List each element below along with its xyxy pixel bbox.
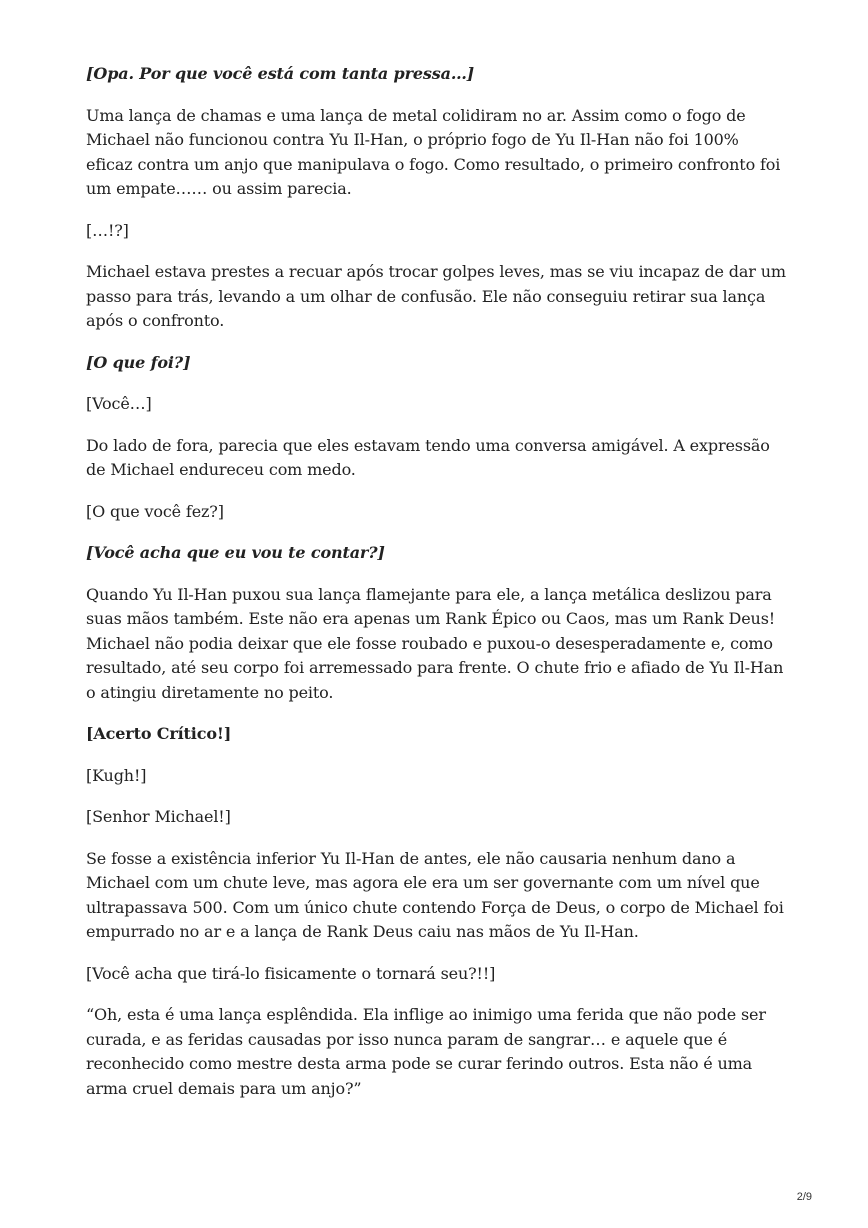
paragraph: “Oh, esta é uma lança esplêndida. Ela inflige ao inimigo uma ferida que não pode ser curada, e as feridas causadas por isso nunca param de sangrar… e aquele que é reconhecido como mestre desta arma pode se curar ferindo outros. Esta não é uma arma cruel demais para um anjo?” xyxy=(86,1005,766,1098)
document-body xyxy=(86,62,786,1118)
paragraph: Quando Yu Il-Han puxou sua lança flamejante para ele, a lança metálica deslizou para suas mãos também. Este não era apenas um Rank Épico ou Caos, mas um Rank Deus! Michael não podia deixar que ele fosse roubado e puxou-o desesperadamente e, como resultado, até seu corpo foi arremessado para frente. O chute frio e afiado de Yu Il-Han o atingiu diretamente no peito. xyxy=(86,584,784,702)
paragraph: [Você acha que tirá-lo fisicamente o tornará seu?!!] xyxy=(86,963,496,983)
paragraph: [Senhor Michael!] xyxy=(86,807,231,826)
paragraph: Michael estava prestes a recuar após trocar golpes leves, mas se viu incapaz de dar um passo para trás, levando a um olhar de confusão. Ele não conseguiu retirar sua lança após o confronto. xyxy=(86,262,786,330)
paragraph: [Você…] xyxy=(86,394,152,413)
heading-acerto-critico: [Acerto Crítico!] xyxy=(86,724,232,743)
heading-o-que-foi: [O que foi?] xyxy=(86,352,191,372)
paragraph: [Kugh!] xyxy=(86,765,147,785)
page-number: 2/9 xyxy=(796,1191,812,1203)
heading-voce-acha: [Você acha que eu vou te contar?] xyxy=(86,543,385,562)
paragraph: Uma lança de chamas e uma lança de metal colidiram no ar. Assim como o fogo de Michael não funcionou contra Yu Il-Han, o próprio fogo de Yu Il-Han não foi 100% eficaz contra um anjo que manipulava o fogo. Como resultado, o primeiro confronto foi um empate…… ou assim parecia. xyxy=(86,105,781,198)
paragraph: Do lado de fora, parecia que eles estavam tendo uma conversa amigável. A expressão de Michael endureceu com medo. xyxy=(86,435,770,479)
paragraph: […!?] xyxy=(86,220,129,240)
heading-opa: [Opa. Por que você está com tanta pressa…] xyxy=(86,64,475,83)
paragraph: Se fosse a existência inferior Yu Il-Han de antes, ele não causaria nenhum dano a Michael com um chute leve, mas agora ele era um ser governante com um nível que ultrapassava 500. Com um único chute contendo Força de Deus, o corpo de Michael foi empurrado no ar e a lança de Rank Deus caiu nas mãos de Yu Il-Han. xyxy=(86,848,784,941)
paragraph: [O que você fez?] xyxy=(86,501,224,521)
